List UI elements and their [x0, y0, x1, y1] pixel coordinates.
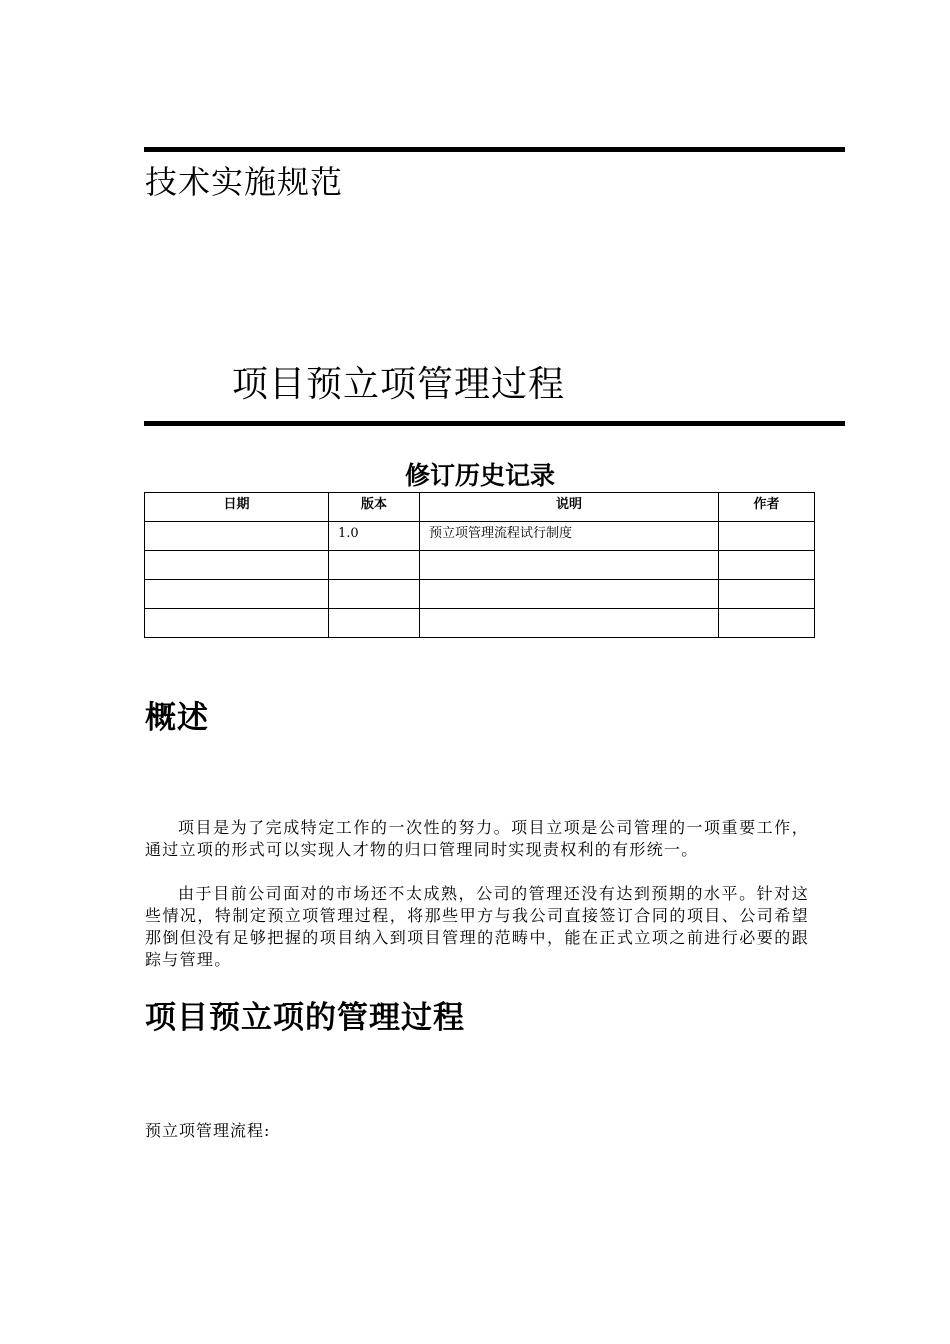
cell-description — [420, 580, 719, 609]
process-heading: 项目预立项的管理过程 — [145, 1000, 465, 1036]
cell-description: 预立项管理流程试行制度 — [420, 522, 719, 551]
cell-date — [145, 580, 329, 609]
cell-author — [719, 609, 815, 638]
cell-description — [420, 609, 719, 638]
cell-date — [145, 551, 329, 580]
cell-description — [420, 551, 719, 580]
document-category: 技术实施规范 — [145, 163, 344, 201]
cell-version — [329, 609, 420, 638]
cell-version — [329, 580, 420, 609]
cell-date — [145, 522, 329, 551]
cell-author — [719, 522, 815, 551]
overview-paragraph: 项目是为了完成特定工作的一次性的努力。项目立项是公司管理的一项重要工作，通过立项的形式可以实现人才物的归口管理同时实现责权利的有形统一。 — [145, 818, 809, 859]
cell-version — [329, 551, 420, 580]
column-header-date: 日期 — [145, 493, 329, 522]
document-title: 项目预立项管理过程 — [232, 364, 566, 405]
overview-heading: 概述 — [145, 700, 209, 736]
cell-author — [719, 580, 815, 609]
revision-history-table — [144, 492, 815, 638]
flow-label: 预立项管理流程: — [145, 1121, 271, 1140]
table-row — [145, 580, 815, 609]
table-header-row — [145, 493, 815, 522]
cell-version: 1.0 — [329, 522, 420, 551]
table-row — [145, 551, 815, 580]
column-header-description: 说明 — [420, 493, 719, 522]
overview-paragraph: 由于目前公司面对的市场还不太成熟，公司的管理还没有达到预期的水平。针对这些情况，特制定预立项管理过程，将那些甲方与我公司直接签订合同的项目、公司希望那倒但没有足够把握的项目纳入到项目管理的范畴中，能在正式立项之前进行必要的跟踪与管理。 — [145, 884, 809, 969]
revision-history-title: 修订历史记录 — [404, 461, 555, 490]
column-header-version: 版本 — [329, 493, 420, 522]
table-row — [145, 609, 815, 638]
header-top-rule — [144, 147, 845, 152]
cell-date — [145, 609, 329, 638]
column-header-author: 作者 — [719, 493, 815, 522]
table-row — [145, 522, 815, 551]
cell-author — [719, 551, 815, 580]
header-bottom-rule — [144, 421, 845, 426]
